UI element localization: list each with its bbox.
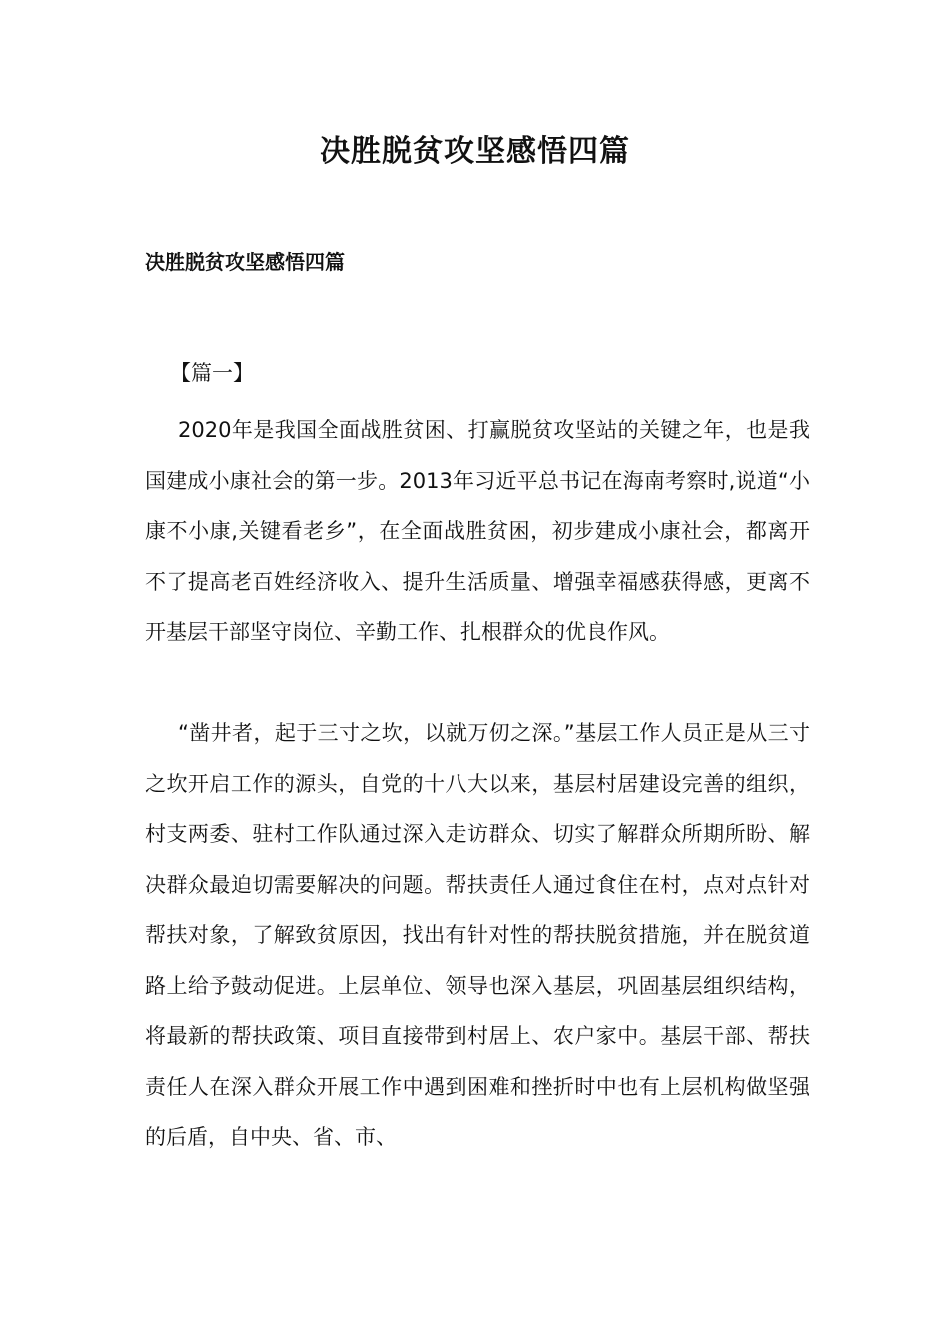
- section-label: 【篇一】: [170, 361, 254, 385]
- document-title: 决胜脱贫攻坚感悟四篇: [320, 134, 630, 169]
- document-subtitle: 决胜脱贫攻坚感悟四篇: [145, 250, 345, 274]
- body-paragraph: 2020年是我国全面战胜贫困、打赢脱贫攻坚站的关键之年，也是我国建成小康社会的第一步。2013年习近平总书记在海南考察时,说道“小康不小康,关键看老乡”，在全面战胜贫困，初步建成小康社会，都离开不了提高老百姓经济收入、提升生活质量、增强幸福感获得感，更离不开基层干部坚守岗位、辛勤工作、扎根群众的优良作风。: [145, 418, 810, 644]
- body-paragraph: “凿井者，起于三寸之坎，以就万仞之深。”基层工作人员正是从三寸之坎开启工作的源头，自党的十八大以来，基层村居建设完善的组织，村支两委、驻村工作队通过深入走访群众、切实了解群众所期所盼、解决群众最迫切需要解决的问题。帮扶责任人通过食住在村，点对点针对帮扶对象，了解致贫原因，找出有针对性的帮扶脱贫措施，并在脱贫道路上给予鼓动促进。上层单位、领导也深入基层，巩固基层组织结构，将最新的帮扶政策、项目直接带到村居上、农户家中。基层干部、帮扶责任人在深入群众开展工作中遇到困难和挫折时中也有上层机构做坚强的后盾，自中央、省、市、: [145, 721, 810, 1149]
